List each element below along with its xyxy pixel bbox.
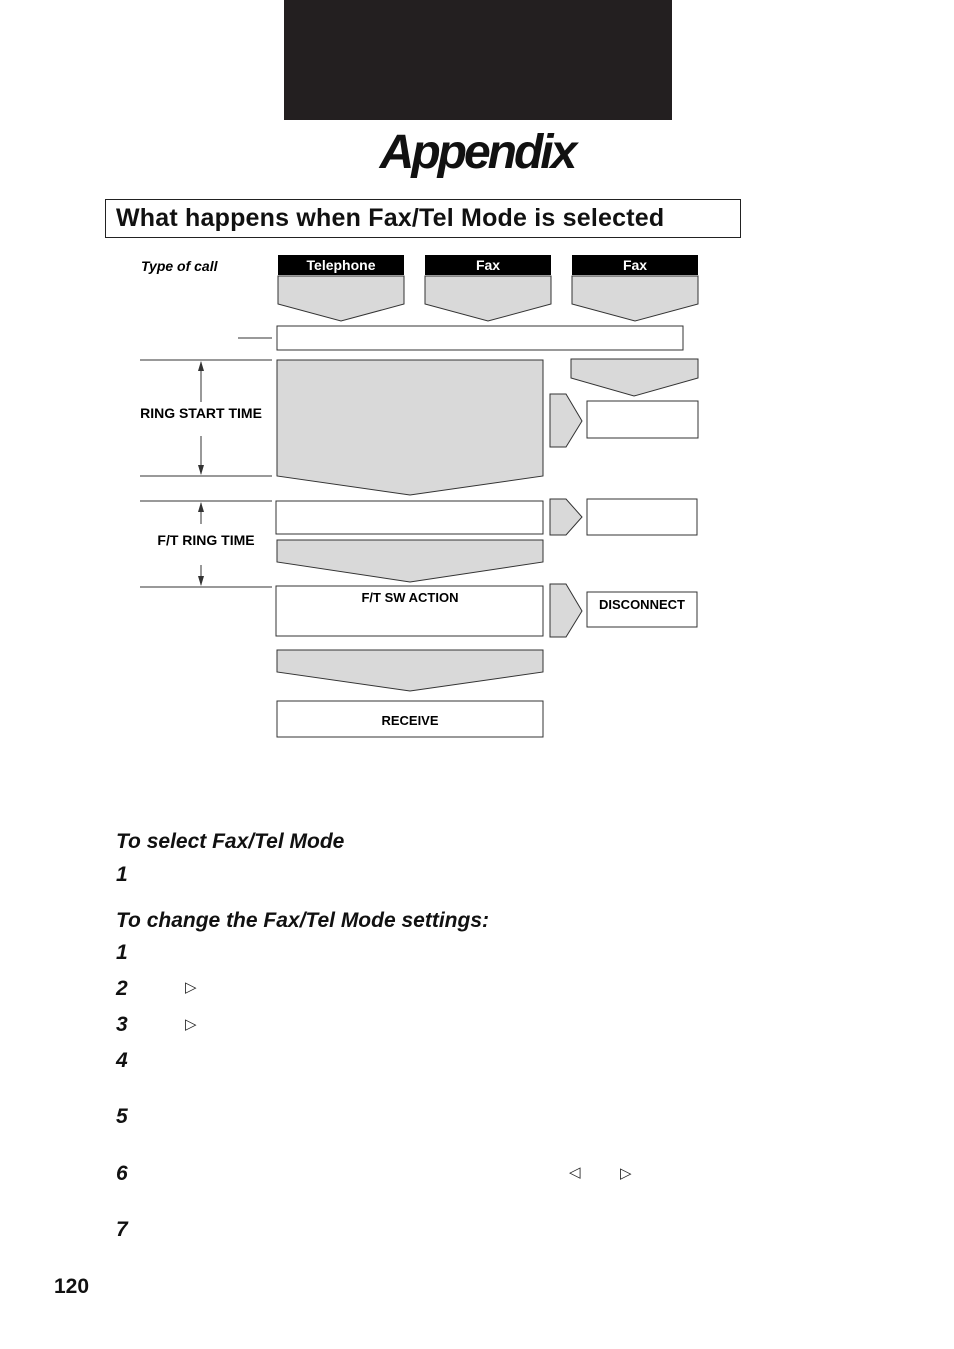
page-number: 120 — [54, 1275, 90, 1298]
right-triangle-icon: ▷ — [185, 979, 197, 996]
down-arrow-band-1 — [277, 540, 543, 582]
page-title: Appendix — [379, 126, 575, 179]
select-fax-tel-heading: To select Fax/Tel Mode — [116, 830, 345, 853]
disconnect-label: DISCONNECT — [599, 597, 685, 612]
right-arrow-2 — [550, 499, 582, 535]
fax-branch-down-arrow — [571, 359, 698, 396]
call-type-fax-label-1: Fax — [475, 257, 501, 273]
type-of-call-label: Type of call — [141, 258, 218, 274]
fax-receive-box-2 — [587, 499, 697, 535]
right-arrow-1 — [550, 394, 582, 447]
receive-label: RECEIVE — [381, 713, 439, 728]
ring-start-arrow-down-icon — [198, 465, 204, 475]
call-type-fax-label-2: Fax — [622, 257, 648, 273]
down-arrow-band-2 — [277, 650, 543, 691]
ft-ring-arrow-down-icon — [198, 576, 204, 586]
ringing-pentagon — [277, 360, 543, 495]
right-arrow-3 — [550, 584, 582, 637]
change-step-number: 2 — [116, 977, 128, 1000]
section-title-box — [105, 199, 741, 238]
down-arrow-telephone — [278, 276, 404, 321]
right-triangle-icon: ▷ — [185, 1016, 197, 1033]
change-step-number: 4 — [116, 1049, 128, 1072]
change-step-number: 1 — [116, 941, 128, 964]
change-settings-heading: To change the Fax/Tel Mode settings: — [116, 909, 489, 932]
down-arrow-fax-2 — [572, 276, 698, 321]
left-triangle-icon: ◁ — [569, 1164, 581, 1181]
down-arrow-fax-1 — [425, 276, 551, 321]
right-triangle-icon: ▷ — [620, 1165, 632, 1182]
fax-tel-flow-diagram — [0, 240, 954, 750]
header-black-block — [284, 0, 672, 120]
fax-receive-box-1 — [587, 401, 698, 438]
change-step-number: 7 — [116, 1218, 128, 1241]
ft-sw-action-label: F/T SW ACTION — [361, 590, 459, 605]
ring-start-arrow-up-icon — [198, 361, 204, 371]
change-step-number: 6 — [116, 1162, 128, 1185]
select-step-number: 1 — [116, 863, 128, 886]
section-title: What happens when Fax/Tel Mode is selected — [116, 204, 665, 232]
ft-ring-box — [276, 501, 543, 534]
change-step-number: 3 — [116, 1013, 128, 1036]
ring-start-time-label: RING START TIME — [140, 405, 262, 421]
change-step-number: 5 — [116, 1105, 128, 1128]
ft-ring-arrow-up-icon — [198, 502, 204, 512]
incoming-call-box — [277, 326, 683, 350]
call-type-telephone-label: Telephone — [306, 257, 376, 273]
ft-ring-time-label: F/T RING TIME — [157, 532, 255, 548]
